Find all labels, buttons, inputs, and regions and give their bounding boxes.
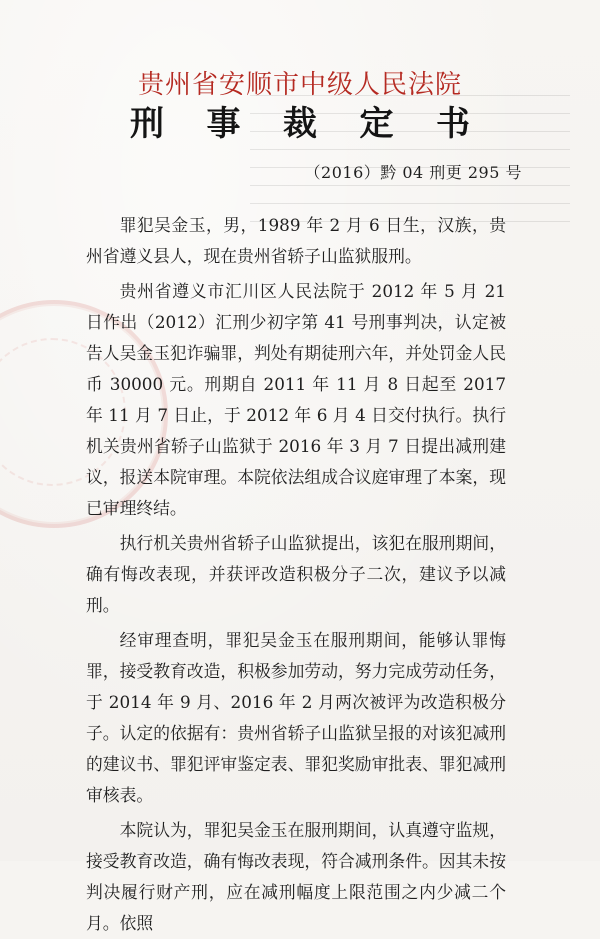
paragraph-original-judgment: 贵州省遵义市汇川区人民法院于 2012 年 5 月 21 日作出（2012）汇刑少初字第 41 号刑事判决，认定被告人吴金玉犯诈骗罪，判处有期徒刑六年，并处罚金人民币 30000 元。刑期自 2011 年 11 月 8 日起至 2017 年 11 月 7 日止，于 2012 年 6 月 4 日交付执行。执行机关贵州省轿子山监狱于 2016 年 3 月 7 日提出减刑建议，报送本院审理。本院依法组成合议庭审理了本案，现已审理终结。 [86, 281, 506, 518]
title-char: 裁 [283, 104, 317, 144]
case-number: （2016）黔 04 刑更 295 号 [304, 163, 522, 182]
paragraph-prison-proposal: 执行机关贵州省轿子山监狱提出，该犯在服刑期间，确有悔改表现，并获评改造积极分子二次，建议予以减刑。 [86, 533, 506, 615]
title-char: 书 [436, 104, 470, 144]
document-title [130, 96, 470, 145]
title-char: 刑 [130, 104, 164, 144]
court-name: 贵州省安顺市中级人民法院 [137, 70, 462, 100]
title-char: 事 [206, 104, 241, 144]
title-char: 定 [359, 104, 394, 144]
document-body [86, 210, 506, 939]
paragraph-findings: 经审理查明，罪犯吴金玉在服刑期间，能够认罪悔罪，接受教育改造，积极参加劳动，努力完成劳动任务，于 2014 年 9 月、2016 年 2 月两次被评为改造积极分子。认定的依据有：贵州省轿子山监狱呈报的对该犯减刑的建议书、罪犯评审鉴定表、罪犯奖励审批表、罪犯减刑审核表。 [86, 630, 506, 805]
paragraph-defendant-info: 罪犯吴金玉，男，1989 年 2 月 6 日生，汉族，贵州省遵义县人，现在贵州省轿子山监狱服刑。 [86, 215, 506, 266]
paragraph-court-opinion: 本院认为，罪犯吴金玉在服刑期间，认真遵守监规，接受教育改造，确有悔改表现，符合减刑条件。因其未按判决履行财产刑，应在减刑幅度上限范围之内少减二个月。依照 [86, 820, 506, 933]
